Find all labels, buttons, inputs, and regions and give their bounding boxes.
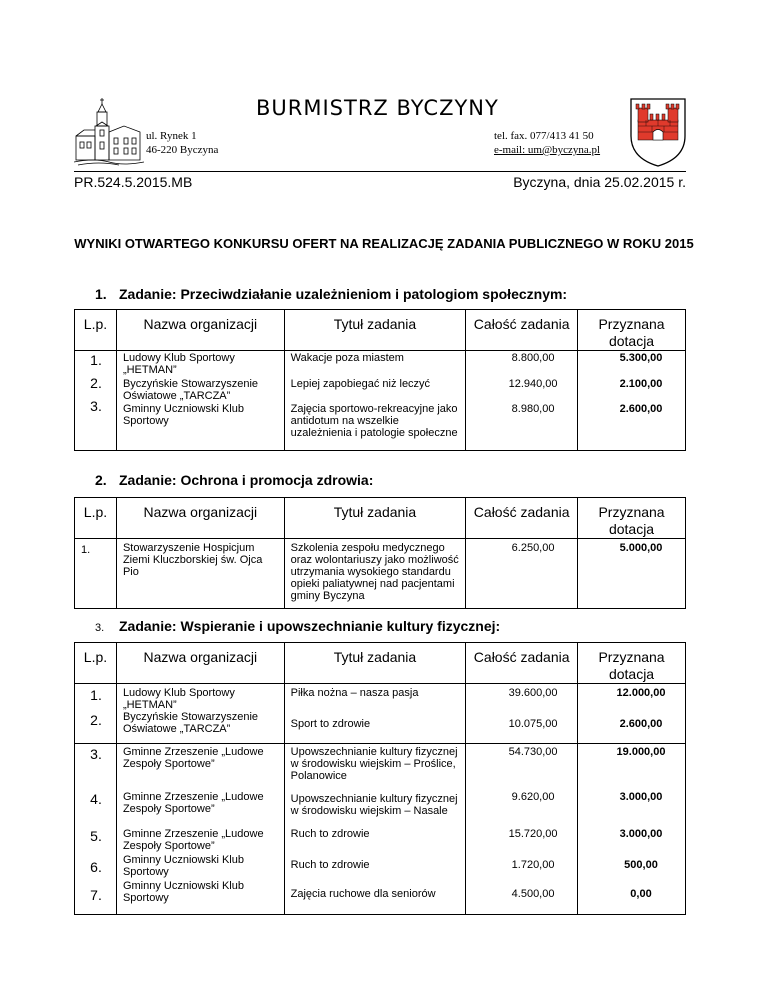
total-amount: 8.980,00 [511, 403, 555, 415]
lp-value: 7. [90, 887, 102, 903]
task-cell [284, 539, 466, 609]
lp-value: 4. [90, 791, 102, 807]
org-name: Byczyńskie Stowarzyszenie Oświatowe „TARCZA” [122, 711, 259, 735]
section-number: 2. [95, 472, 107, 488]
section-number: 1. [95, 286, 107, 302]
section-number: 3. [95, 622, 105, 634]
org-name: Stowarzyszenie Hospicjum Ziemi Kluczborskiej św. Ojca Pio [122, 542, 263, 578]
total-amount: 6.250,00 [511, 542, 555, 554]
grant-amount: 2.600,00 [619, 403, 663, 415]
col-header-total: Całość zadania [466, 643, 578, 684]
org-cell [116, 744, 284, 915]
document-title: BURMISTRZ BYCZYNY [256, 96, 499, 120]
task-title: Szkolenia zespołu medycznego oraz wolontariuszy jako możliwość utrzymania wysokiego standardu opieki paliatywnej nad pacjentami gminy Byczyna [290, 542, 459, 602]
church-illustration [74, 96, 144, 166]
col-header-org: Nazwa organizacji [116, 643, 284, 684]
org-name: Gminne Zrzeszenie „Ludowe Zespoły Sportowe” [122, 746, 264, 770]
section-1-title [95, 286, 567, 302]
total-cell [466, 351, 578, 451]
col-header-task: Tytuł zadania [284, 310, 466, 351]
org-name: Gminny Uczniowski Klub Sportowy [122, 403, 244, 427]
total-amount: 12.940,00 [508, 378, 558, 390]
total-amount: 1.720,00 [511, 859, 555, 871]
section-2-table [74, 497, 686, 609]
org-name: Gminne Zrzeszenie „Ludowe Zespoły Sportowe” [122, 791, 264, 815]
col-header-grant: Przyznana dotacja [578, 643, 686, 684]
col-header-lp: L.p. [75, 310, 117, 351]
lp-cell [75, 539, 117, 609]
grant-amount: 2.600,00 [619, 718, 663, 730]
lp-cell [75, 684, 117, 744]
section-title-text: Zadanie: Przeciwdziałanie uzależnieniom i patologiom społecznym: [119, 286, 568, 302]
grant-amount: 5.000,00 [619, 542, 663, 554]
col-header-lp: L.p. [75, 498, 117, 539]
lp-value: 3. [90, 746, 102, 762]
task-title: Upowszechnianie kultury fizycznej w środowisku wiejskim – Proślice, Polanowice [290, 746, 458, 782]
grant-cell [578, 684, 686, 744]
reference-number: PR.524.5.2015.MB [74, 174, 193, 190]
col-header-total: Całość zadania [466, 310, 578, 351]
lp-value: 1. [90, 687, 102, 703]
total-cell [466, 684, 578, 744]
header-divider [74, 171, 686, 172]
col-header-grant: Przyznana dotacja [578, 498, 686, 539]
total-amount: 10.075,00 [508, 718, 558, 730]
org-name: Gminne Zrzeszenie „Ludowe Zespoły Sportowe” [122, 828, 264, 852]
col-header-org: Nazwa organizacji [116, 498, 284, 539]
total-cell [466, 744, 578, 915]
address-line-1: ul. Rynek 1 [146, 130, 197, 142]
grant-amount: 19.000,00 [616, 746, 666, 758]
phone-fax: tel. fax. 077/413 41 50 [494, 130, 594, 142]
task-cell [284, 351, 466, 451]
col-header-total: Całość zadania [466, 498, 578, 539]
lp-cell [75, 351, 117, 451]
total-amount: 15.720,00 [508, 828, 558, 840]
lp-value: 5. [90, 828, 102, 844]
grant-amount: 0,00 [630, 888, 652, 900]
task-cell [284, 744, 466, 915]
org-name: Gminny Uczniowski Klub Sportowy [122, 854, 244, 878]
lp-value: 6. [90, 859, 102, 875]
section-3-table [74, 642, 686, 915]
date-line: Byczyna, dnia 25.02.2015 r. [513, 174, 686, 190]
task-title: Ruch to zdrowie [290, 859, 370, 871]
grant-amount: 5.300,00 [619, 352, 663, 364]
address-line-2: 46-220 Byczyna [146, 144, 219, 156]
lp-value: 2. [90, 375, 102, 391]
col-header-org: Nazwa organizacji [116, 310, 284, 351]
email-link[interactable]: e-mail: um@byczyna.pl [494, 144, 601, 156]
total-amount: 39.600,00 [508, 687, 558, 699]
section-title-text: Zadanie: Ochrona i promocja zdrowia: [119, 472, 374, 488]
org-name: Byczyńskie Stowarzyszenie Oświatowe „TARCZA” [122, 378, 259, 402]
task-title: Ruch to zdrowie [290, 828, 370, 840]
total-amount: 8.800,00 [511, 352, 555, 364]
col-header-grant: Przyznana dotacja [578, 310, 686, 351]
grant-amount: 2.100,00 [619, 378, 663, 390]
grant-amount: 500,00 [624, 859, 658, 871]
grant-cell [578, 539, 686, 609]
lp-value: 1. [81, 544, 91, 556]
task-title: Lepiej zapobiegać niż leczyć [290, 378, 431, 390]
grant-cell [578, 351, 686, 451]
grant-amount: 3.000,00 [619, 828, 663, 840]
total-amount: 9.620,00 [511, 791, 555, 803]
total-cell [466, 539, 578, 609]
task-title: Piłka nożna – nasza pasja [290, 687, 419, 699]
col-header-task: Tytuł zadania [284, 498, 466, 539]
org-name: Ludowy Klub Sportowy „HETMAN” [122, 687, 235, 711]
col-header-lp: L.p. [75, 643, 117, 684]
total-amount: 4.500,00 [511, 888, 555, 900]
section-1-table [74, 309, 686, 451]
task-cell [284, 684, 466, 744]
section-3-title [95, 618, 500, 634]
org-name: Ludowy Klub Sportowy „HETMAN” [122, 352, 235, 376]
org-cell [116, 351, 284, 451]
task-title: Wakacje poza miastem [290, 352, 404, 364]
lp-value: 2. [90, 712, 102, 728]
task-title: Sport to zdrowie [290, 718, 371, 730]
coat-of-arms-icon [628, 96, 688, 168]
col-header-task: Tytuł zadania [284, 643, 466, 684]
total-amount: 54.730,00 [508, 746, 558, 758]
org-cell [116, 684, 284, 744]
task-title: Zajęcia sportowo-rekreacyjne jako antidotum na wszelkie uzależnienia i patologie społeczne [290, 403, 458, 439]
task-title: Zajęcia ruchowe dla seniorów [290, 888, 436, 900]
grant-amount: 3.000,00 [619, 791, 663, 803]
org-name: Gminny Uczniowski Klub Sportowy [122, 880, 244, 904]
section-title-text: Zadanie: Wspieranie i upowszechnianie kultury fizycznej: [119, 618, 501, 634]
lp-cell [75, 744, 117, 915]
org-cell [116, 539, 284, 609]
lp-value: 1. [90, 352, 102, 368]
section-2-title [95, 472, 373, 488]
grant-cell [578, 744, 686, 915]
task-title: Upowszechnianie kultury fizycznej w środowisku wiejskim – Nasale [290, 793, 458, 817]
results-heading: WYNIKI OTWARTEGO KONKURSU OFERT NA REALIZACJĘ ZADANIA PUBLICZNEGO W ROKU 2015 [74, 236, 694, 251]
lp-value: 3. [90, 398, 102, 414]
grant-amount: 12.000,00 [616, 687, 666, 699]
